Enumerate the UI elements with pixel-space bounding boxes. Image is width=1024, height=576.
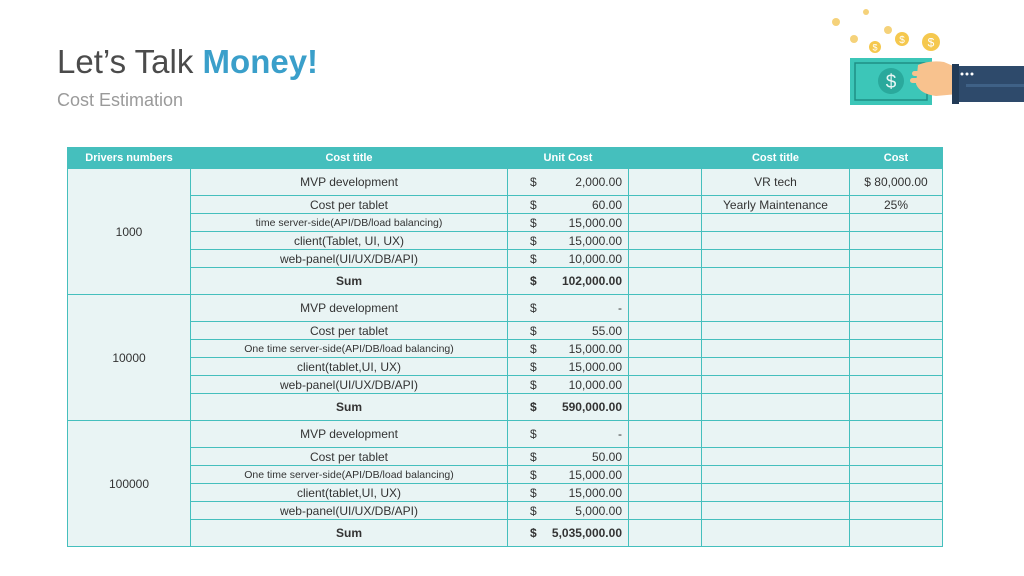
blank-cell: [702, 268, 850, 295]
side-cost-title-cell: [702, 340, 850, 358]
currency-symbol: $: [530, 377, 537, 392]
side-cost-cell: [850, 502, 943, 520]
side-cost-cell: [850, 322, 943, 340]
currency-symbol: $: [530, 526, 537, 540]
currency-symbol: $: [530, 274, 537, 288]
sum-label-cell: Sum: [191, 520, 508, 547]
side-cost-cell: $ 80,000.00: [850, 169, 943, 196]
unit-cost-cell: [508, 484, 629, 502]
blank-cell: [629, 214, 702, 232]
table-row: [68, 340, 943, 358]
unit-cost-value: [508, 427, 628, 441]
currency-symbol: $: [530, 175, 537, 189]
blank-cell: [850, 394, 943, 421]
cost-title-cell: client(tablet,UI, UX): [191, 484, 508, 502]
amount: 15,000.00: [568, 359, 622, 374]
amount: 15,000.00: [568, 215, 622, 230]
side-cost-title-cell: [702, 466, 850, 484]
side-cost-title-cell: [702, 214, 850, 232]
table-row: [68, 484, 943, 502]
blank-cell: [629, 448, 702, 466]
side-cost-title-cell: [702, 448, 850, 466]
unit-cost-value: [508, 360, 628, 374]
unit-cost-cell: [508, 448, 629, 466]
drivers-number-cell: 1000: [68, 169, 191, 295]
svg-text:$: $: [872, 42, 878, 53]
unit-cost-value: [508, 324, 628, 338]
blank-cell: [629, 466, 702, 484]
svg-text:$: $: [885, 72, 897, 93]
blank-cell: [629, 394, 702, 421]
header-side-cost: Cost: [850, 148, 943, 169]
header-blank: [629, 148, 702, 169]
side-cost-title-cell: [702, 250, 850, 268]
blank-cell: [850, 268, 943, 295]
amount: 15,000.00: [568, 341, 622, 356]
side-cost-cell: [850, 484, 943, 502]
blank-cell: [629, 295, 702, 322]
currency-symbol: $: [530, 427, 537, 441]
currency-symbol: $: [530, 251, 537, 266]
cost-estimation-table: [67, 147, 943, 547]
header-drivers-numbers: Drivers numbers: [68, 148, 191, 169]
side-cost-title-cell: [702, 232, 850, 250]
currency-symbol: $: [530, 233, 537, 248]
unit-cost-value: [508, 198, 628, 212]
amount: 15,000.00: [568, 233, 622, 248]
table-row: [68, 169, 943, 196]
unit-cost-value: [508, 504, 628, 518]
currency-symbol: $: [530, 449, 537, 464]
unit-cost-cell: [508, 196, 629, 214]
amount: 10,000.00: [568, 251, 622, 266]
unit-cost-value: [508, 234, 628, 248]
side-cost-cell: 25%: [850, 196, 943, 214]
cost-title-cell: web-panel(UI/UX/DB/API): [191, 376, 508, 394]
sum-label-cell: Sum: [191, 268, 508, 295]
blank-cell: [629, 250, 702, 268]
table-row: [68, 358, 943, 376]
table-row: [68, 232, 943, 250]
side-cost-title-cell: [702, 322, 850, 340]
side-cost-cell: [850, 295, 943, 322]
svg-text:$: $: [927, 35, 935, 50]
amount: 2,000.00: [575, 175, 622, 189]
cost-title-cell: web-panel(UI/UX/DB/API): [191, 250, 508, 268]
side-cost-title-cell: [702, 502, 850, 520]
side-cost-title-cell: [702, 358, 850, 376]
hand-holding-money-icon: [826, 8, 1024, 112]
unit-cost-value: [508, 450, 628, 464]
amount: 60.00: [591, 197, 622, 212]
page-subtitle: Cost Estimation: [57, 90, 184, 110]
table-header-row: [68, 148, 943, 169]
side-cost-cell: [850, 376, 943, 394]
currency-symbol: $: [530, 301, 537, 315]
cost-title-cell: MVP development: [191, 421, 508, 448]
unit-cost-cell: [508, 322, 629, 340]
amount: 102,000.00: [561, 274, 622, 288]
cost-title-cell: client(tablet,UI, UX): [191, 358, 508, 376]
side-cost-title-cell: [702, 376, 850, 394]
currency-symbol: $: [530, 323, 537, 338]
sum-row: [68, 394, 943, 421]
unit-cost-value: [508, 486, 628, 500]
side-cost-cell: [850, 421, 943, 448]
side-cost-cell: [850, 214, 943, 232]
currency-symbol: $: [530, 400, 537, 414]
unit-cost-cell: [508, 502, 629, 520]
unit-cost-cell: [508, 421, 629, 448]
amount: -: [618, 301, 622, 315]
side-cost-cell: [850, 340, 943, 358]
table-body: [68, 169, 943, 547]
blank-cell: [629, 196, 702, 214]
header-side-cost-title: Cost title: [702, 148, 850, 169]
unit-cost-value: [508, 216, 628, 230]
title-plain: Let’s Talk: [57, 43, 194, 80]
side-cost-cell: [850, 250, 943, 268]
amount: 15,000.00: [568, 485, 622, 500]
blank-cell: [702, 520, 850, 547]
blank-cell: [629, 376, 702, 394]
table-row: [68, 466, 943, 484]
cost-title-cell: One time server-side(API/DB/load balancing): [191, 340, 508, 358]
table-row: [68, 295, 943, 322]
table-row: [68, 448, 943, 466]
unit-cost-cell: [508, 250, 629, 268]
side-cost-cell: [850, 232, 943, 250]
table-row: [68, 196, 943, 214]
blank-cell: [629, 520, 702, 547]
unit-cost-cell: [508, 268, 629, 295]
side-cost-title-cell: Yearly Maintenance: [702, 196, 850, 214]
amount: 15,000.00: [568, 467, 622, 482]
unit-cost-cell: [508, 169, 629, 196]
unit-cost-cell: [508, 394, 629, 421]
table-row: [68, 421, 943, 448]
unit-cost-value: [508, 252, 628, 266]
side-cost-cell: [850, 358, 943, 376]
side-cost-title-cell: [702, 421, 850, 448]
unit-cost-value: [508, 175, 628, 189]
currency-symbol: $: [530, 341, 537, 356]
side-cost-title-cell: VR tech: [702, 169, 850, 196]
unit-cost-value: [508, 526, 628, 540]
cost-title-cell: One time server-side(API/DB/load balancing): [191, 466, 508, 484]
unit-cost-cell: [508, 232, 629, 250]
side-cost-title-cell: [702, 484, 850, 502]
amount: 5,000.00: [575, 503, 622, 518]
table-row: [68, 214, 943, 232]
amount: 10,000.00: [568, 377, 622, 392]
side-cost-title-cell: [702, 295, 850, 322]
unit-cost-cell: [508, 520, 629, 547]
cost-title-cell: time server-side(API/DB/load balancing): [191, 214, 508, 232]
unit-cost-value: [508, 342, 628, 356]
blank-cell: [629, 340, 702, 358]
sum-row: [68, 520, 943, 547]
table-row: [68, 250, 943, 268]
cost-title-cell: web-panel(UI/UX/DB/API): [191, 502, 508, 520]
cost-title-cell: Cost per tablet: [191, 322, 508, 340]
header-cost-title: Cost title: [191, 148, 508, 169]
unit-cost-value: [508, 274, 628, 288]
unit-cost-value: [508, 400, 628, 414]
cost-title-cell: MVP development: [191, 169, 508, 196]
cost-title-cell: Cost per tablet: [191, 196, 508, 214]
side-cost-cell: [850, 466, 943, 484]
cost-title-cell: MVP development: [191, 295, 508, 322]
sum-label-cell: Sum: [191, 394, 508, 421]
blank-cell: [629, 484, 702, 502]
blank-cell: [702, 394, 850, 421]
amount: 55.00: [591, 323, 622, 338]
blank-cell: [629, 502, 702, 520]
page-title: [57, 44, 318, 80]
currency-symbol: $: [530, 503, 537, 518]
blank-cell: [850, 520, 943, 547]
table-row: [68, 322, 943, 340]
unit-cost-cell: [508, 340, 629, 358]
blank-cell: [629, 421, 702, 448]
drivers-number-cell: 10000: [68, 295, 191, 421]
unit-cost-cell: [508, 376, 629, 394]
amount: 5,035,000.00: [551, 526, 622, 540]
cost-title-cell: client(Tablet, UI, UX): [191, 232, 508, 250]
blank-cell: [629, 169, 702, 196]
unit-cost-value: [508, 301, 628, 315]
unit-cost-cell: [508, 295, 629, 322]
currency-symbol: $: [530, 485, 537, 500]
svg-text:$: $: [899, 35, 905, 46]
blank-cell: [629, 232, 702, 250]
currency-symbol: $: [530, 197, 537, 212]
amount: 50.00: [591, 449, 622, 464]
side-cost-cell: [850, 448, 943, 466]
unit-cost-value: [508, 378, 628, 392]
unit-cost-cell: [508, 358, 629, 376]
amount: -: [618, 427, 622, 441]
unit-cost-cell: [508, 466, 629, 484]
drivers-number-cell: 100000: [68, 421, 191, 547]
unit-cost-value: [508, 468, 628, 482]
header-unit-cost: Unit Cost: [508, 148, 629, 169]
currency-symbol: $: [530, 359, 537, 374]
amount: 590,000.00: [561, 400, 622, 414]
sum-row: [68, 268, 943, 295]
currency-symbol: $: [530, 467, 537, 482]
blank-cell: [629, 322, 702, 340]
blank-cell: [629, 358, 702, 376]
currency-symbol: $: [530, 215, 537, 230]
table-row: [68, 502, 943, 520]
title-highlight: Money!: [202, 43, 319, 80]
unit-cost-cell: [508, 214, 629, 232]
table-row: [68, 376, 943, 394]
blank-cell: [629, 268, 702, 295]
cost-title-cell: Cost per tablet: [191, 448, 508, 466]
